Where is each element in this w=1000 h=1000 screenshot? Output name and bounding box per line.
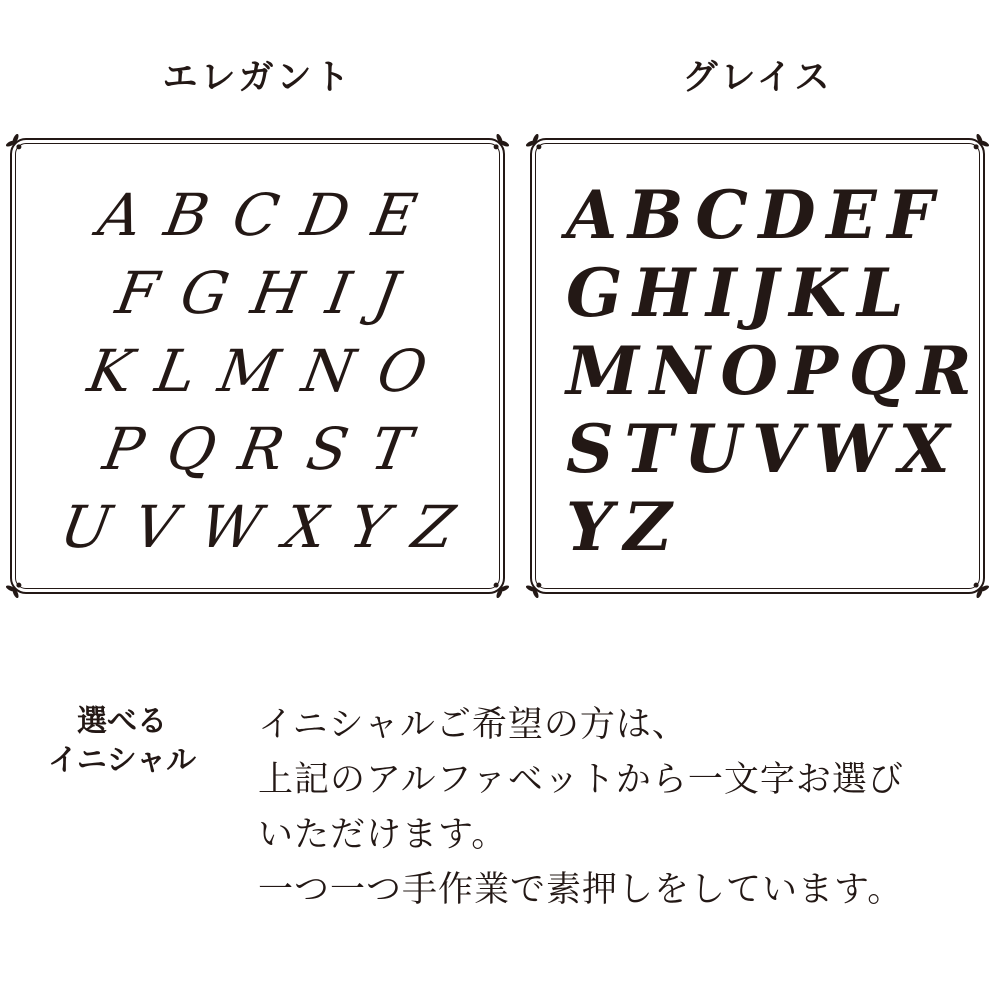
elegant-alphabet-panel: [10, 138, 505, 594]
choosable-initial-label: [38, 702, 206, 780]
grace-alphabet-rows: [532, 176, 983, 566]
description-line: いただけます。: [258, 815, 508, 854]
leaf-sprig-ornament-icon: [488, 134, 509, 155]
font-title-elegant: エレガント: [162, 58, 353, 97]
leaf-sprig-ornament-icon: [526, 577, 547, 598]
description-line: イニシャルご希望の方は、: [258, 705, 688, 744]
label-line-1: 選べる: [77, 705, 167, 738]
description-line: 上記のアルファベットから一文字お選び: [258, 760, 904, 799]
leaf-sprig-ornament-icon: [968, 134, 989, 155]
initial-description-text: [258, 697, 958, 917]
leaf-sprig-ornament-icon: [968, 577, 989, 598]
leaf-sprig-ornament-icon: [488, 577, 509, 598]
alphabet-row: ABCDE: [93, 181, 446, 249]
alphabet-row: ABCDEF: [566, 176, 945, 254]
alphabet-row: UVWXYZ: [55, 493, 484, 561]
alphabet-row: KLMNO: [83, 337, 457, 405]
alphabet-row: PQRST: [98, 415, 441, 483]
leaf-sprig-ornament-icon: [6, 134, 27, 155]
alphabet-row: YZ: [566, 488, 683, 566]
elegant-alphabet-rows: [12, 176, 503, 566]
description-line: 一つ一つ手作業で素押しをしています。: [258, 870, 904, 909]
alphabet-row: MNOPQR: [566, 332, 983, 410]
label-line-2: イニシャル: [47, 744, 197, 777]
alphabet-row: GHIJKL: [566, 254, 914, 332]
alphabet-row: FGHIJ: [111, 259, 429, 327]
grace-alphabet-panel: [530, 138, 985, 594]
font-title-grace: グレイス: [682, 58, 833, 97]
leaf-sprig-ornament-icon: [526, 134, 547, 155]
alphabet-row: STUVWX: [566, 410, 961, 488]
leaf-sprig-ornament-icon: [6, 577, 27, 598]
